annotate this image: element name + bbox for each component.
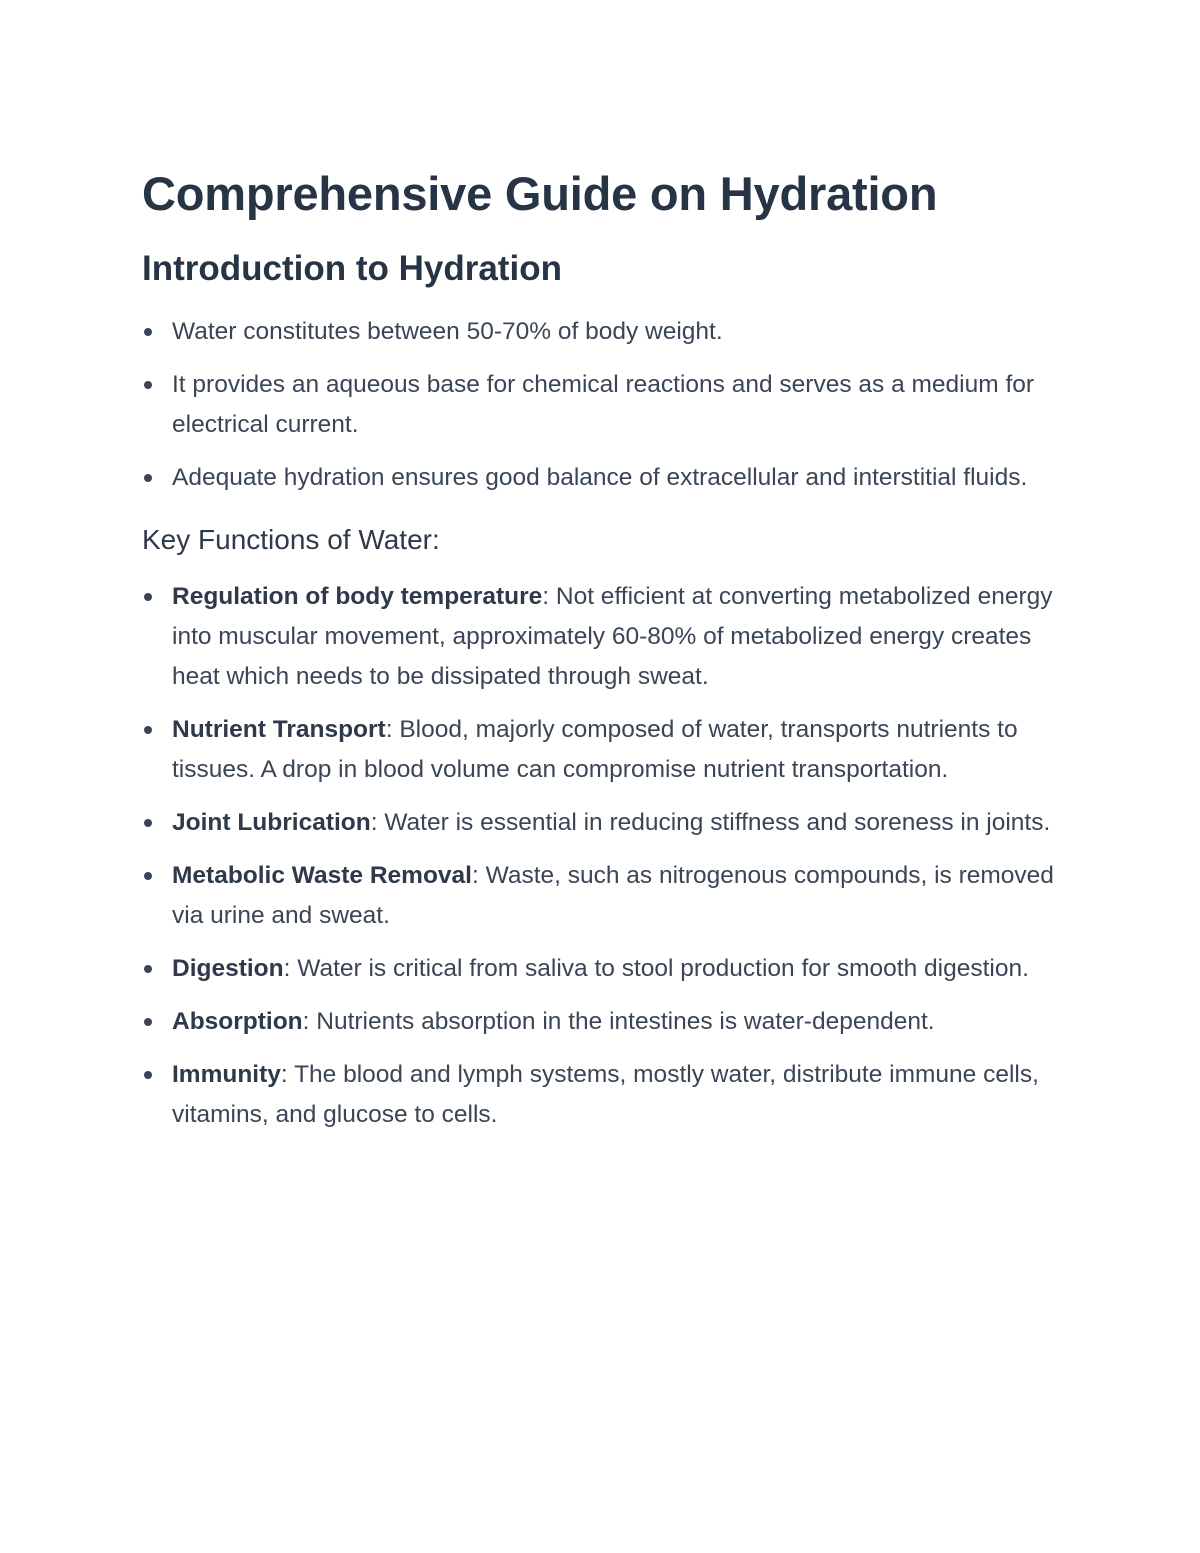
list-item-text: Water constitutes between 50-70% of body weight. bbox=[172, 318, 723, 345]
intro-list bbox=[142, 312, 1072, 498]
list-item-term: Regulation of body temperature bbox=[172, 583, 543, 610]
list-item bbox=[142, 365, 1072, 445]
bullet-icon bbox=[144, 819, 152, 827]
page-title: Comprehensive Guide on Hydration bbox=[142, 167, 938, 220]
list-item-term: Nutrient Transport bbox=[172, 716, 386, 743]
list-item bbox=[142, 803, 1072, 843]
bullet-icon bbox=[144, 872, 152, 880]
bullet-icon bbox=[144, 474, 152, 482]
bullet-icon bbox=[144, 726, 152, 734]
list-item-text: : Nutrients absorption in the intestines is water-dependent. bbox=[302, 1008, 935, 1035]
list-item-text: Adequate hydration ensures good balance of extracellular and interstitial fluids. bbox=[172, 464, 1028, 491]
list-item-text: : Not efficient at converting metabolized energy into muscular movement, approximately 60-80% of metabolized energy creates heat which needs to be dissipated through sweat. bbox=[172, 583, 1053, 690]
list-item bbox=[142, 856, 1072, 936]
bullet-icon bbox=[144, 1071, 152, 1079]
functions-heading: Key Functions of Water: bbox=[142, 524, 440, 555]
list-item-text: It provides an aqueous base for chemical reactions and serves as a medium for electrical current. bbox=[172, 371, 1035, 438]
list-item-term: Immunity bbox=[172, 1061, 281, 1088]
list-item-term: Joint Lubrication bbox=[172, 809, 371, 836]
bullet-icon bbox=[144, 593, 152, 601]
bullet-icon bbox=[144, 1018, 152, 1026]
bullet-icon bbox=[144, 328, 152, 336]
list-item-term: Metabolic Waste Removal bbox=[172, 862, 472, 889]
list-item bbox=[142, 710, 1072, 790]
list-item-term: Digestion bbox=[172, 955, 284, 982]
bullet-icon bbox=[144, 965, 152, 973]
list-item-text: : Waste, such as nitrogenous compounds, is removed via urine and sweat. bbox=[172, 862, 1054, 929]
document-page bbox=[142, 164, 1072, 1148]
list-item-text: : The blood and lymph systems, mostly water, distribute immune cells, vitamins, and glucose to cells. bbox=[172, 1061, 1039, 1128]
list-item bbox=[142, 458, 1072, 498]
bullet-icon bbox=[144, 381, 152, 389]
list-item bbox=[142, 312, 1072, 352]
intro-heading: Introduction to Hydration bbox=[142, 249, 562, 288]
list-item-text: : Blood, majorly composed of water, transports nutrients to tissues. A drop in blood volume can compromise nutrient transportation. bbox=[172, 716, 1018, 783]
list-item-text: : Water is essential in reducing stiffness and soreness in joints. bbox=[370, 809, 1051, 836]
list-item bbox=[142, 1055, 1072, 1135]
list-item-term: Absorption bbox=[172, 1008, 303, 1035]
list-item-text: : Water is critical from saliva to stool production for smooth digestion. bbox=[283, 955, 1029, 982]
list-item bbox=[142, 1002, 1072, 1042]
list-item bbox=[142, 949, 1072, 989]
functions-list bbox=[142, 577, 1072, 1135]
list-item bbox=[142, 577, 1072, 697]
